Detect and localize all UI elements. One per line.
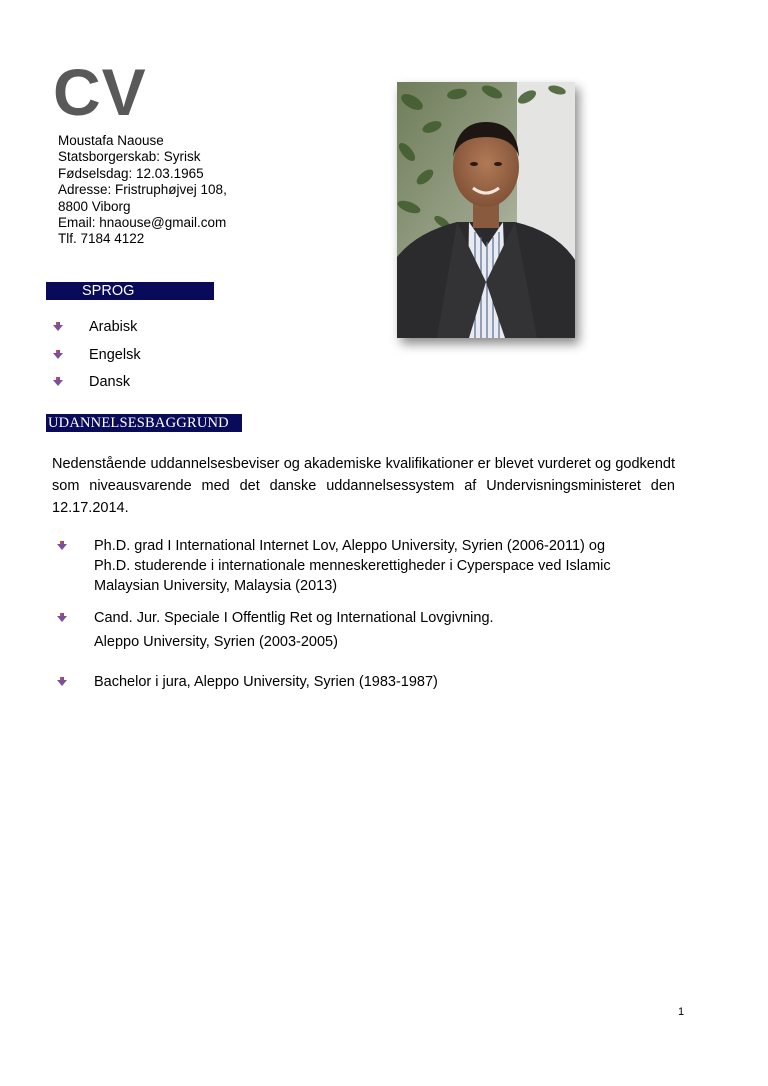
education-line: Malaysian University, Malaysia (2013): [94, 578, 338, 594]
contact-address-line2: 8800 Viborg: [58, 198, 131, 214]
list-item: [57, 608, 677, 672]
education-line: Ph.D. grad I International Internet Lov, Aleppo University, Syrien (2006-2011) og: [94, 538, 606, 554]
contact-block: [58, 133, 227, 248]
contact-name: Moustafa Naouse: [58, 133, 164, 148]
arrow-bullet-icon: [57, 540, 68, 551]
language-label: Dansk: [89, 374, 131, 390]
list-item: [57, 536, 677, 608]
arrow-bullet-icon: [53, 321, 64, 332]
education-heading-bar: [46, 414, 242, 432]
arrow-bullet-icon: [57, 676, 68, 687]
contact-email: Email: hnaouse@gmail.com: [58, 215, 227, 231]
education-intro: Nedenstående uddannelsesbeviser og akademiske kvalifikationer er blevet vurderet og godkendt som niveausvarende med det danske uddannelsessystem af Undervisningsministeret den 12.17.2014.: [52, 456, 675, 516]
page-number: 1: [678, 1006, 685, 1018]
education-line: Ph.D. studerende i internationale menneskerettigheder i Cyperspace ved Islamic: [94, 558, 611, 574]
education-line: Bachelor i jura, Aleppo University, Syrien (1983-1987): [94, 674, 438, 690]
portrait-photo: [397, 82, 575, 338]
arrow-bullet-icon: [53, 349, 64, 360]
page-title: CV: [53, 55, 147, 129]
arrow-bullet-icon: [53, 376, 64, 387]
language-label: Arabisk: [89, 319, 138, 335]
education-heading: UDANNELSESBAGGRUND: [48, 415, 229, 431]
contact-address-line1: Adresse: Fristruphøjvej 108,: [58, 182, 227, 198]
education-line: Aleppo University, Syrien (2003-2005): [94, 634, 338, 650]
languages-heading: SPROG: [82, 283, 135, 299]
list-item: [57, 672, 677, 696]
education-line: Cand. Jur. Speciale I Offentlig Ret og International Lovgivning.: [94, 610, 494, 626]
contact-birthday: Fødselsdag: 12.03.1965: [58, 165, 204, 181]
languages-heading-bar: [46, 282, 214, 300]
arrow-bullet-icon: [57, 612, 68, 623]
contact-phone: Tlf. 7184 4122: [58, 231, 145, 247]
language-label: Engelsk: [89, 346, 141, 363]
education-list: [57, 536, 677, 696]
contact-citizenship: Statsborgerskab: Syrisk: [58, 149, 201, 165]
